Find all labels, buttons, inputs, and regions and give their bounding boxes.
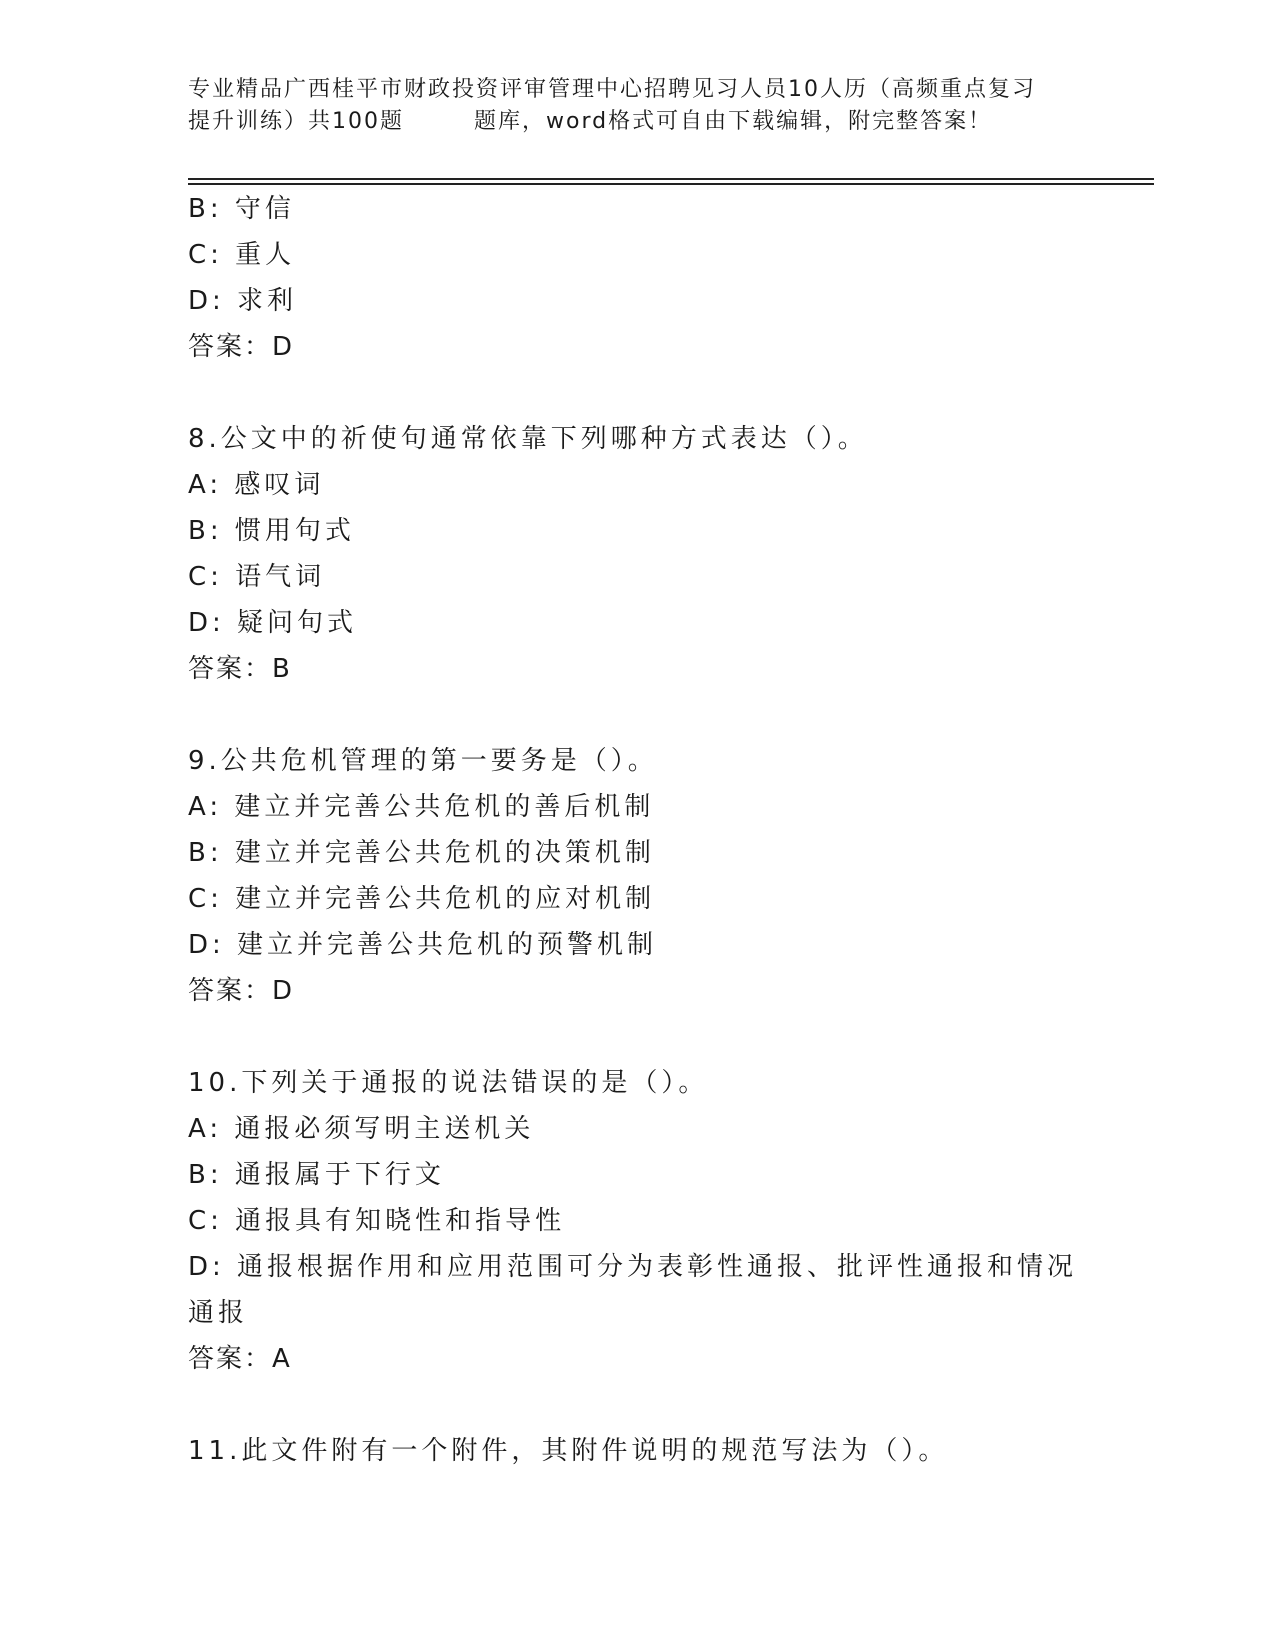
answer: 答案：D <box>188 976 295 1006</box>
question-8-block <box>188 416 1078 692</box>
option-d: D: 求利 <box>188 286 298 316</box>
option-b: B: 惯用句式 <box>188 516 355 546</box>
answer: 答案：A <box>188 1344 292 1374</box>
header-title-line-2-part-2: 题库，word格式可自由下载编辑，附完整答案！ <box>474 109 993 134</box>
question-11-block <box>188 1428 1078 1474</box>
header-title-line-2 <box>188 106 1088 138</box>
option-d: D: 疑问句式 <box>188 608 358 638</box>
question-text: 9.公共危机管理的第一要务是（）。 <box>188 746 658 776</box>
option-b: B: 建立并完善公共危机的决策机制 <box>188 838 655 868</box>
option-a: A: 建立并完善公共危机的善后机制 <box>188 792 655 822</box>
question-text: 8.公文中的祈使句通常依靠下列哪种方式表达（）。 <box>188 424 868 454</box>
option-b: B: 守信 <box>188 194 295 224</box>
option-d: D: 建立并完善公共危机的预警机制 <box>188 930 658 960</box>
option-b: B: 通报属于下行文 <box>188 1160 445 1190</box>
question-text: 10.下列关于通报的说法错误的是（）。 <box>188 1068 709 1098</box>
option-c: C: 重人 <box>188 240 296 270</box>
question-9-block <box>188 738 1078 1014</box>
option-a: A: 通报必须写明主送机关 <box>188 1114 535 1144</box>
header-divider-top <box>188 178 1154 180</box>
page-header <box>188 74 1088 138</box>
option-a: A: 感叹词 <box>188 470 325 500</box>
question-text: 11.此文件附有一个附件，其附件说明的规范写法为（）。 <box>188 1436 949 1466</box>
option-d: D: 通报根据作用和应用范围可分为表彰性通报、批评性通报和情况通报 <box>188 1252 1078 1328</box>
option-c: C: 通报具有知晓性和指导性 <box>188 1206 566 1236</box>
option-c: C: 建立并完善公共危机的应对机制 <box>188 884 656 914</box>
question-10-block <box>188 1060 1078 1382</box>
header-divider-bottom <box>188 183 1154 185</box>
answer: 答案：B <box>188 654 292 684</box>
header-title-line-2-part-1: 提升训练）共100题 <box>188 109 404 134</box>
option-c: C: 语气词 <box>188 562 326 592</box>
answer: 答案：D <box>188 332 295 362</box>
question-content <box>188 186 1078 1474</box>
question-7-block <box>188 186 1078 370</box>
header-title-line-1: 专业精品广西桂平市财政投资评审管理中心招聘见习人员10人历（高频重点复习 <box>188 77 1036 102</box>
